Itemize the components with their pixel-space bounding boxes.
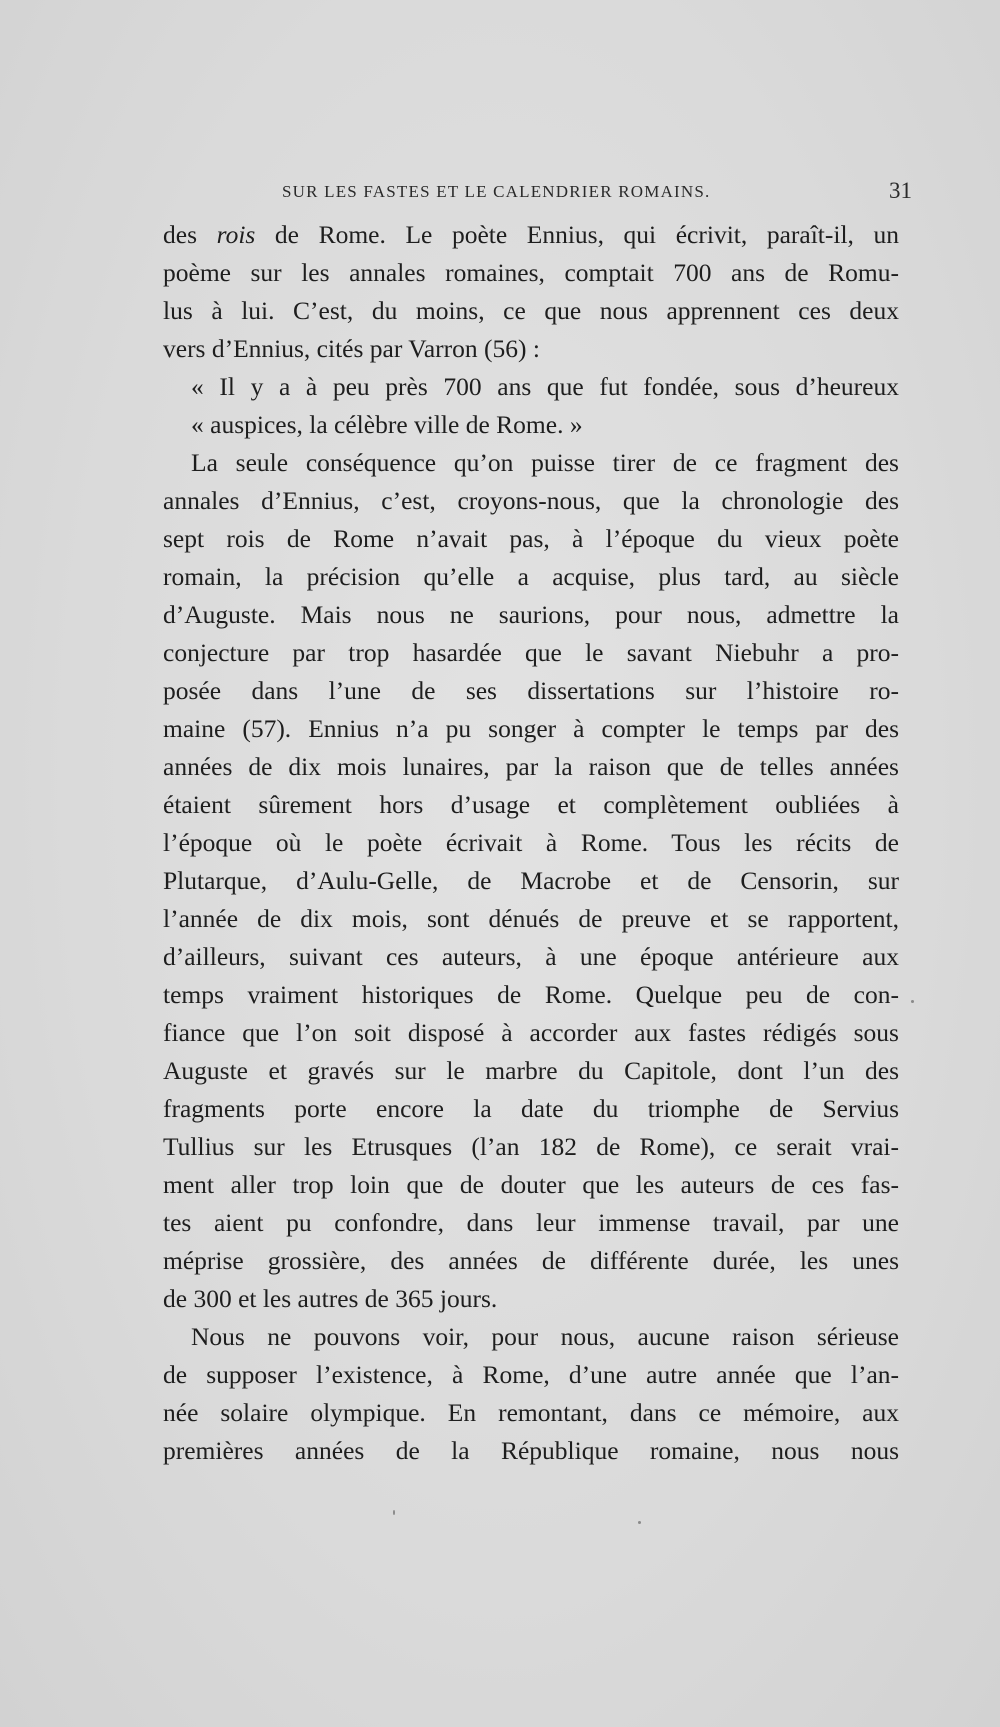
text-line: Auguste et gravés sur le marbre du Capitole, dont l’un des — [163, 1056, 899, 1085]
text-line: sept rois de Rome n’avait pas, à l’époque du vieux poète — [163, 524, 899, 553]
text-line: romain, la précision qu’elle a acquise, plus tard, au siècle — [163, 562, 899, 591]
text-line: « auspices, la célèbre ville de Rome. » — [191, 410, 583, 439]
text-line: de 300 et les autres de 365 jours. — [163, 1284, 498, 1313]
text-line: étaient sûrement hors d’usage et complètement oubliées à — [163, 790, 899, 819]
text-line: lus à lui. C’est, du moins, ce que nous apprennent ces deux — [163, 296, 899, 325]
text-line: Nous ne pouvons voir, pour nous, aucune raison sérieuse — [191, 1322, 899, 1351]
page-number: 31 — [889, 178, 912, 203]
text-line: années de dix mois lunaires, par la raison que de telles années — [163, 752, 899, 781]
text-line: La seule conséquence qu’on puisse tirer de ce fragment des — [191, 448, 899, 477]
text-line: Plutarque, d’Aulu-Gelle, de Macrobe et de Censorin, sur — [163, 866, 899, 895]
text-line: vers d’Ennius, cités par Varron (56) : — [163, 334, 540, 363]
text-line: fragments porte encore la date du triomphe de Servius — [163, 1094, 899, 1123]
text-line: ment aller trop loin que de douter que les auteurs de ces fas- — [163, 1170, 899, 1199]
text-line: posée dans l’une de ses dissertations sur l’histoire ro- — [163, 676, 899, 705]
text-line: fiance que l’on soit disposé à accorder aux fastes rédigés sous — [163, 1018, 899, 1047]
text-line: de supposer l’existence, à Rome, d’une autre année que l’an- — [163, 1360, 899, 1389]
paper-speck — [638, 1521, 641, 1524]
text-line: des rois de Rome. Le poète Ennius, qui écrivit, paraît-il, un — [163, 220, 899, 249]
text-line: méprise grossière, des années de différente durée, les unes — [163, 1246, 899, 1275]
text-line: Tullius sur les Etrusques (l’an 182 de Rome), ce serait vrai- — [163, 1132, 899, 1161]
text-line: l’année de dix mois, sont dénués de preuve et se rapportent, — [163, 904, 899, 933]
text-line: d’Auguste. Mais nous ne saurions, pour nous, admettre la — [163, 600, 899, 629]
paper-speck — [911, 1000, 914, 1003]
text-line: tes aient pu confondre, dans leur immense travail, par une — [163, 1208, 899, 1237]
text-line: temps vraiment historiques de Rome. Quelque peu de con- — [163, 980, 899, 1009]
running-head — [282, 178, 912, 208]
text-line: maine (57). Ennius n’a pu songer à compter le temps par des — [163, 714, 899, 743]
text-line: l’époque où le poète écrivait à Rome. Tous les récits de — [163, 828, 899, 857]
running-title: SUR LES FASTES ET LE CALENDRIER ROMAINS. — [282, 182, 711, 201]
text-line: annales d’Ennius, c’est, croyons-nous, que la chronologie des — [163, 486, 899, 515]
body-text — [163, 216, 899, 1470]
text-line: née solaire olympique. En remontant, dans ce mémoire, aux — [163, 1398, 899, 1427]
text-line: conjecture par trop hasardée que le savant Niebuhr a pro- — [163, 638, 899, 667]
text-line: poème sur les annales romaines, comptait 700 ans de Romu- — [163, 258, 899, 287]
text-line: premières années de la République romaine, nous nous — [163, 1436, 899, 1465]
text-line: d’ailleurs, suivant ces auteurs, à une époque antérieure aux — [163, 942, 899, 971]
text-line: « Il y a à peu près 700 ans que fut fondée, sous d’heureux — [191, 372, 899, 401]
paper-speck — [393, 1510, 395, 1515]
